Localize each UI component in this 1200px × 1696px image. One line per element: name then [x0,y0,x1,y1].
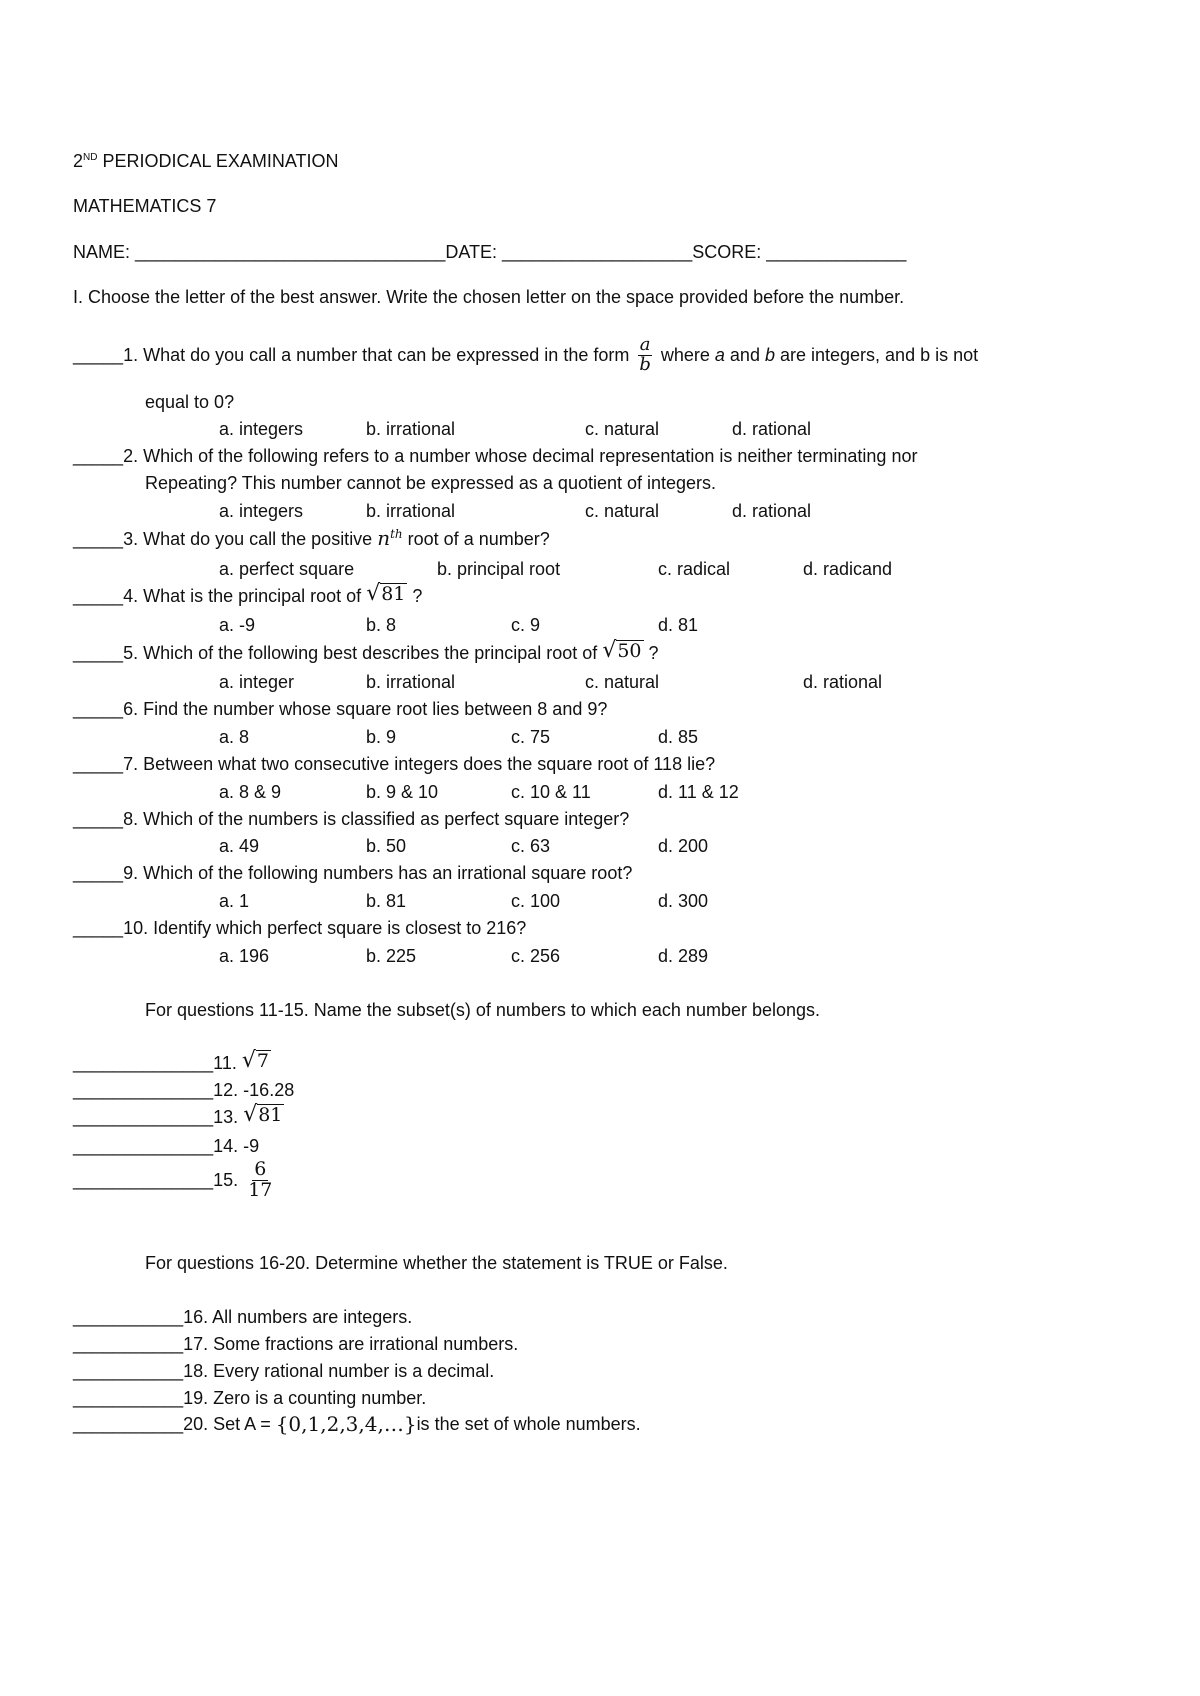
radical-sign-icon: √ [241,1048,256,1073]
answer-blank[interactable]: _____ [73,863,124,883]
question-text: 9. Which of the following numbers has an irrational square root? [123,863,633,883]
answer-blank[interactable]: _____ [73,446,124,466]
score-blank[interactable]: ______________ [766,242,907,262]
question-text: ? [643,643,659,663]
question-text: 12. -16.28 [213,1080,295,1100]
radical-sign-icon: √ [366,581,381,606]
answer-blank[interactable]: ___________ [73,1307,184,1327]
question-18 [73,1362,494,1380]
option-b: b. principal root [437,559,561,579]
subject-title: MATHEMATICS 7 [73,196,217,216]
section-2-instruction: For questions 11-15. Name the subset(s) of numbers to which each number belongs. [145,1000,821,1020]
student-info-row [73,243,906,261]
option-d: d. rational [732,501,812,521]
question-text: 14. -9 [213,1136,260,1156]
option-a: a. integers [219,419,304,439]
answer-blank[interactable]: ______________ [73,1136,214,1156]
option-a: a. -9 [219,615,256,635]
question-13 [73,1104,284,1126]
answer-blank[interactable]: ______________ [73,1080,214,1100]
fraction-a-over-b [637,336,653,375]
date-label: DATE: [445,242,503,262]
question-text: 3. What do you call the positive [123,529,378,549]
title-superscript: ND [83,152,98,163]
date-blank[interactable]: ___________________ [502,242,693,262]
option-b: b. 9 [366,727,397,747]
question-text: 2. Which of the following refers to a number whose decimal representation is neither terminating nor [123,446,918,466]
question-6 [73,700,607,718]
option-a: a. 49 [219,836,260,856]
square-root-expression [366,583,407,605]
option-a: a. 196 [219,946,270,966]
option-d: d. 289 [658,946,709,966]
radical-sign-icon: √ [602,638,617,663]
option-b: b. irrational [366,419,456,439]
variable-b: b [764,345,775,366]
question-15 [73,1160,277,1201]
radicand: 81 [381,583,406,606]
question-text: 19. Zero is a counting number. [183,1388,427,1408]
question-8 [73,810,629,828]
question-text: 16. All numbers are integers. [183,1307,413,1327]
question-7 [73,755,715,773]
fraction-denominator: 17 [248,1178,273,1201]
square-root-expression [243,1104,284,1126]
question-17 [73,1335,518,1353]
answer-blank[interactable]: ______________ [73,1170,214,1191]
instruction-text: . Choose the letter of the best answer. Write the chosen letter on the space provided before the number. [78,287,905,307]
option-b: b. 8 [366,615,397,635]
question-text: root of a number? [402,529,550,549]
fraction-numerator: 6 [254,1158,267,1180]
question-text: 6. Find the number whose square root lies between 8 and 9? [123,699,608,719]
option-c: c. 100 [511,891,561,911]
question-text: is the set of whole numbers. [416,1414,641,1434]
option-a: a. 8 [219,727,250,747]
question-text: are integers, and b is not [774,345,979,366]
option-a: a. integer [219,672,295,692]
question-1 [73,336,978,375]
section-3-instruction: For questions 16-20. Determine whether the statement is TRUE or False. [145,1253,728,1273]
option-c: c. 256 [511,946,561,966]
question-text: and [724,345,765,366]
option-a: a. 8 & 9 [219,782,282,802]
answer-blank[interactable]: _____ [73,809,124,829]
answer-blank[interactable]: _____ [73,586,124,606]
question-3 [73,528,550,548]
answer-blank[interactable]: _____ [73,699,124,719]
answer-blank[interactable]: _____ [73,643,124,663]
question-11 [73,1050,271,1072]
question-text: ? [407,586,423,606]
question-20 [73,1414,641,1434]
question-text: 4. What is the principal root of [123,586,367,606]
score-label: SCORE: [692,242,767,262]
option-b: b. irrational [366,672,456,692]
question-9 [73,864,632,882]
question-text: 18. Every rational number is a decimal. [183,1361,495,1381]
radicand: 7 [256,1050,269,1073]
set-notation: {0,1,2,3,4,…} [275,1412,417,1436]
option-d: d. rational [803,672,883,692]
question-text: 5. Which of the following best describes the principal root of [123,643,603,663]
question-text: 8. Which of the numbers is classified as perfect square integer? [123,809,630,829]
question-16 [73,1308,412,1326]
option-a: a. integers [219,501,304,521]
fraction-6-over-17 [246,1160,274,1201]
question-number: 13. [213,1107,244,1127]
answer-blank[interactable]: ___________ [73,1361,184,1381]
option-b: b. 50 [366,836,407,856]
option-c: c. 63 [511,836,551,856]
question-1-continuation: equal to 0? [145,392,235,412]
option-c: c. natural [585,672,660,692]
option-d: d. 300 [658,891,709,911]
question-2-continuation: Repeating? This number cannot be expressed as a quotient of integers. [145,473,717,493]
option-b: b. 225 [366,946,417,966]
answer-blank[interactable]: _____ [73,529,124,549]
instruction-1 [73,288,904,306]
option-b: b. 81 [366,891,407,911]
variable-a: a [714,345,725,366]
option-d: d. 81 [658,615,699,635]
question-text: 20. Set A = [183,1414,276,1434]
option-d: d. radicand [803,559,893,579]
option-d: d. 11 & 12 [658,782,739,802]
option-a: a. perfect square [219,559,355,579]
answer-blank[interactable]: _____ [73,918,124,938]
title-number: 2 [73,151,84,171]
radical-sign-icon: √ [243,1102,258,1127]
fraction-numerator: a [639,334,651,355]
square-root-expression [242,1050,271,1072]
fraction-denominator: b [639,353,651,375]
answer-blank[interactable]: ___________ [73,1414,184,1434]
name-label: NAME: [73,242,136,262]
question-14 [73,1137,259,1155]
answer-blank[interactable]: _____ [73,345,124,366]
option-c: c. radical [658,559,731,579]
option-d: d. 85 [658,727,699,747]
answer-blank[interactable]: _____ [73,754,124,774]
question-number: 15. [213,1170,244,1191]
answer-blank[interactable]: ______________ [73,1107,214,1127]
question-text: where [655,345,715,366]
question-2 [73,447,917,465]
name-blank[interactable]: _______________________________ [135,242,446,262]
option-c: c. natural [585,501,660,521]
option-c: c. 75 [511,727,551,747]
option-a: a. 1 [219,891,250,911]
question-text: 1. What do you call a number that can be expressed in the form [123,345,635,366]
question-4 [73,583,422,605]
answer-blank[interactable]: ___________ [73,1334,184,1354]
title-text: PERIODICAL EXAMINATION [97,151,339,171]
answer-blank[interactable]: ___________ [73,1388,184,1408]
question-text: 7. Between what two consecutive integers does the square root of 118 lie? [123,754,716,774]
option-d: d. rational [732,419,812,439]
question-5 [73,640,659,662]
option-c: c. 9 [511,615,541,635]
option-b: b. irrational [366,501,456,521]
ordinal-th: th [390,527,403,541]
option-b: b. 9 & 10 [366,782,439,802]
question-text: 10. Identify which perfect square is closest to 216? [123,918,527,938]
option-d: d. 200 [658,836,709,856]
question-19 [73,1389,426,1407]
radicand: 50 [617,640,642,663]
question-12 [73,1081,294,1099]
question-number: 11. [213,1053,242,1073]
radicand: 81 [258,1104,283,1127]
answer-blank[interactable]: ______________ [73,1053,214,1073]
option-c: c. natural [585,419,660,439]
question-text: 17. Some fractions are irrational numbers. [183,1334,519,1354]
exam-title [73,152,339,170]
square-root-expression [602,640,643,662]
instruction-roman: I [73,287,79,307]
question-10 [73,919,526,937]
variable-n: n [377,526,391,550]
option-c: c. 10 & 11 [511,782,591,802]
